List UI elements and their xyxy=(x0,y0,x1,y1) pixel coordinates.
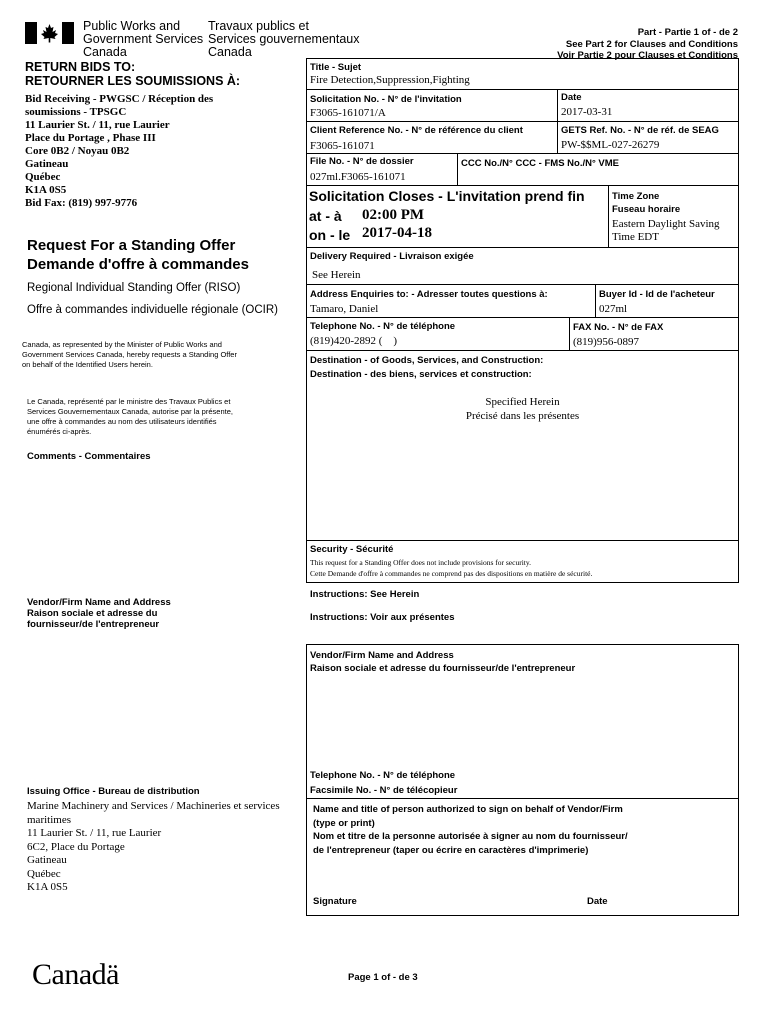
gets-ref-label: GETS Ref. No. - N° de réf. de SEAG xyxy=(561,125,719,136)
closing-date-label: on - le xyxy=(309,227,351,243)
return-bids-address: Bid Receiving - PWGSC / Réception des soumissions - TPSGC 11 Laurier St. / 11, rue Laurier Place du Portage , Phase III Core 0B2 / Noyau 0B2 Gatineau Québec K1A 0S5 Bid Fax: (819) 997-9776 xyxy=(25,93,214,209)
issuing-office-address: Marine Machinery and Services / Machineries et services maritimes 11 Laurier St. / 11, rue Laurier 6C2, Place du Portage Gatineau Québec K1A 0S5 xyxy=(27,800,280,893)
title-value: Fire Detection,Suppression,Fighting xyxy=(310,74,470,86)
file-no-label: File No. - N° de dossier xyxy=(310,156,414,167)
department-name-fr: Travaux publics et Services gouvernementaux Canada xyxy=(208,19,360,59)
riso-en: Regional Individual Standing Offer (RISO) xyxy=(27,282,241,294)
comments-label: Comments - Commentaires xyxy=(27,451,151,462)
file-no-value: 027ml.F3065-161071 xyxy=(310,171,406,183)
delivery-required-value: See Herein xyxy=(312,269,361,281)
date-value: 2017-03-31 xyxy=(561,106,613,118)
department-name-en: Public Works and Government Services Canada xyxy=(83,19,204,59)
telephone-value: (819)420-2892 ( ) xyxy=(310,335,398,347)
authorized-person-label: Name and title of person authorized to sign on behalf of Vendor/Firm (type or print) Nom et titre de la personne autorisée à signer au nom du fournisseur/ de l'entrepreneur (taper ou écrire en caractères d'imprimerie) xyxy=(313,804,628,856)
vendor-facsimile-label: Facsimile No. - N° de télécopieur xyxy=(310,785,458,796)
time-zone-value: Eastern Daylight Saving Time EDT xyxy=(612,218,720,243)
closing-date-value: 2017-04-18 xyxy=(362,225,432,241)
destination-value: Specified Herein Précisé dans les présentes xyxy=(465,396,580,422)
security-text: This request for a Standing Offer does not include provisions for security. Cette Demande d'offre à commandes ne comprend pas des dispositions en matière de sécurité. xyxy=(310,558,593,578)
security-label: Security - Sécurité xyxy=(310,544,394,555)
instructions-fr: Instructions: Voir aux présentes xyxy=(310,612,455,623)
fax-label: FAX No. - N° de FAX xyxy=(573,322,664,333)
closing-time-label: at - à xyxy=(309,208,342,224)
buyer-id-label: Buyer Id - Id de l'acheteur xyxy=(599,289,715,300)
instructions-en: Instructions: See Herein xyxy=(310,589,420,600)
fax-value: (819)956-0897 xyxy=(573,336,639,348)
buyer-id-value: 027ml xyxy=(599,303,628,315)
client-reference-label: Client Reference No. - N° de référence du client xyxy=(310,125,523,136)
page-number: Page 1 of - de 3 xyxy=(348,972,418,983)
vendor-telephone-label: Telephone No. - N° de téléphone xyxy=(310,770,456,781)
vendor-firm-label-left: Vendor/Firm Name and Address Raison sociale et adresse du fournisseur/de l'entrepreneur xyxy=(27,597,171,630)
address-enquiries-value: Tamaro, Daniel xyxy=(310,303,379,315)
address-enquiries-label: Address Enquiries to: - Adresser toutes questions à: xyxy=(310,289,548,300)
signature-date-label: Date xyxy=(587,896,608,907)
canada-wordmark-logo: Canadä xyxy=(32,958,119,991)
ccc-fms-label: CCC No./N° CCC - FMS No./N° VME xyxy=(461,158,620,169)
time-zone-label: Time Zone Fuseau horaire xyxy=(612,191,681,215)
solicitation-closes-title: Solicitation Closes - L'invitation prend fin xyxy=(309,188,585,204)
request-paragraph-fr: Le Canada, représenté par le ministre des Travaux Publics et Services Gouvernementaux Canada, autorise par la présente, une offre à commandes au nom des utilisateurs identifiés énumérés ci-après. xyxy=(27,397,233,436)
canada-flag-icon xyxy=(25,22,74,44)
return-bids-heading: RETURN BIDS TO: RETOURNER LES SOUMISSIONS À: xyxy=(25,60,241,88)
issuing-office-label: Issuing Office - Bureau de distribution xyxy=(27,786,200,797)
vendor-firm-label: Vendor/Firm Name and Address Raison sociale et adresse du fournisseur/de l'entrepreneur xyxy=(310,650,576,674)
request-paragraph-en: Canada, as represented by the Minister of Public Works and Government Services Canada, hereby requests a Standing Offer on behalf of the Identified Users herein. xyxy=(22,340,237,369)
solicitation-no-value: F3065-161071/A xyxy=(310,107,386,119)
vendor-firm-input[interactable] xyxy=(308,678,737,766)
delivery-required-label: Delivery Required - Livraison exigée xyxy=(310,251,474,262)
date-label: Date xyxy=(561,92,582,103)
solicitation-no-label: Solicitation No. - N° de l'invitation xyxy=(310,94,462,105)
gets-ref-value: PW-$$ML-027-26279 xyxy=(561,139,660,151)
authorized-person-input[interactable] xyxy=(308,862,737,890)
destination-label: Destination - of Goods, Services, and Construction: Destination - des biens, services et construction: xyxy=(310,355,544,380)
request-title: Request For a Standing Offer Demande d'offre à commandes xyxy=(27,237,249,273)
client-reference-value: F3065-161071 xyxy=(310,140,375,152)
part-indicator: Part - Partie 1 of - de 2 See Part 2 for Clauses and Conditions Voir Partie 2 pour Clauses et Conditions xyxy=(557,27,738,60)
closing-time-value: 02:00 PM xyxy=(362,207,425,223)
title-label: Title - Sujet xyxy=(310,62,362,73)
signature-label: Signature xyxy=(313,896,357,907)
telephone-label: Telephone No. - N° de téléphone xyxy=(310,321,456,332)
riso-fr: Offre à commandes individuelle régionale (OCIR) xyxy=(27,304,278,316)
